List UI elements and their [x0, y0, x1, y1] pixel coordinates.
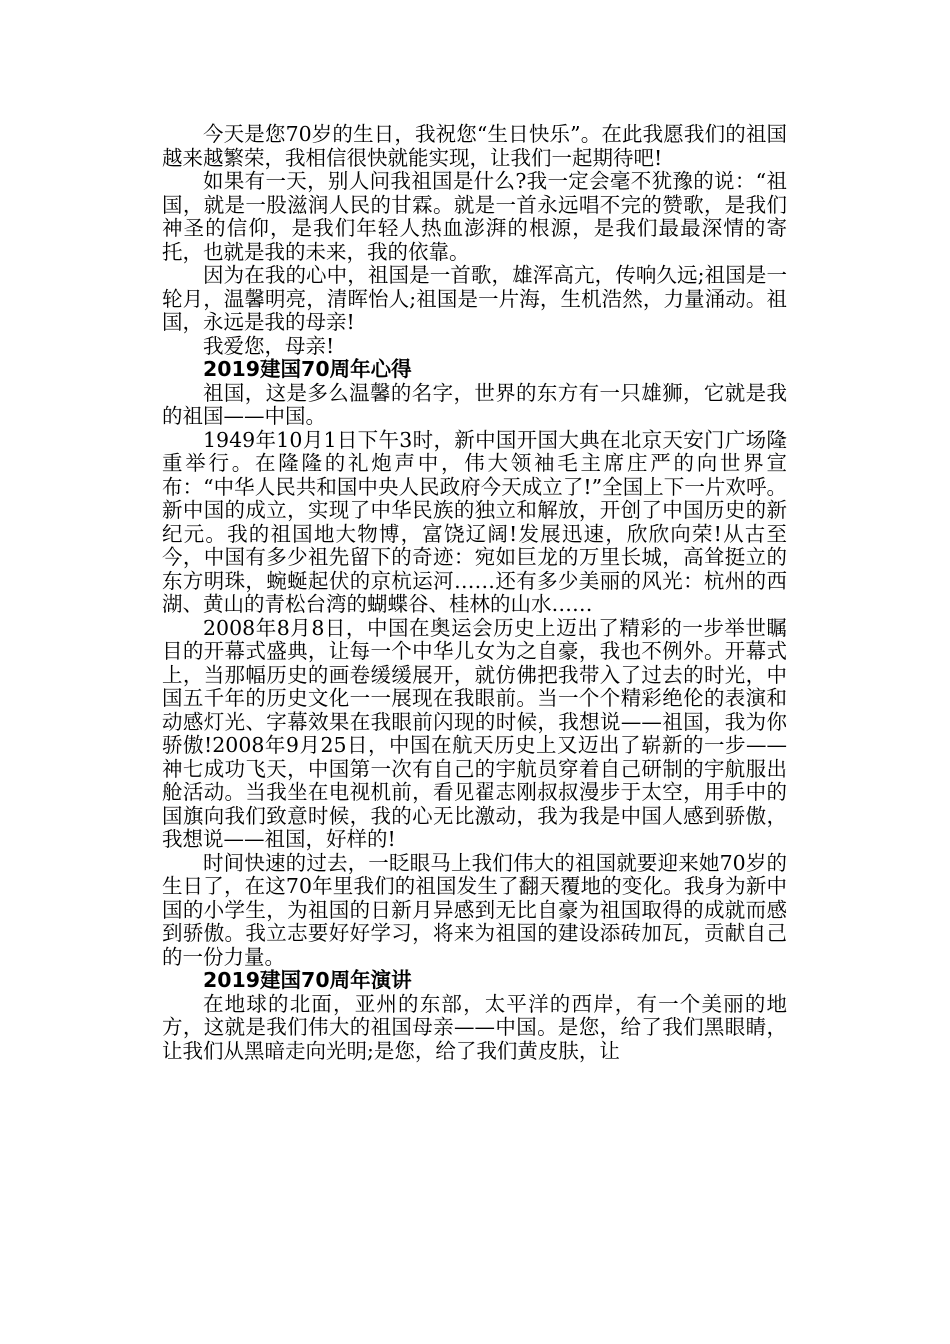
- paragraph: 1949年10月1日下午3时，新中国开国大典在北京天安门广场隆重举行。在隆隆的礼炮声中，伟大领袖毛主席庄严的向世界宣布：“中华人民共和国中央人民政府今天成立了!”全国上下一片欢呼。新中国的成立，实现了中华民族的独立和解放，开创了中国历史的新纪元。我的祖国地大物博，富饶辽阔!发展迅速，欣欣向荣!从古至今，中国有多少祖先留下的奇迹：宛如巨龙的万里长城，高耸挺立的东方明珠，蜿蜒起伏的京杭运河……还有多少美丽的风光：杭州的西湖、黄山的青松台湾的蝴蝶谷、桂林的山水……: [162, 427, 787, 616]
- paragraph: 如果有一天，别人问我祖国是什么?我一定会毫不犹豫的说：“祖国，就是一股滋润人民的甘霖。就是一首永远唱不完的赞歌，是我们神圣的信仰，是我们年轻人热血澎湃的根源，是我们最最深情的寄托，也就是我的未来，我的依靠。: [162, 169, 787, 264]
- paragraph: 时间快速的过去，一眨眼马上我们伟大的祖国就要迎来她70岁的生日了，在这70年里我们的祖国发生了翻天覆地的变化。我身为新中国的小学生，为祖国的日新月异感到无比自豪为祖国取得的成就而感到骄傲。我立志要好好学习，将来为祖国的建设添砖加瓦，贡献自己的一份力量。: [162, 850, 787, 969]
- paragraph: 祖国，这是多么温馨的名字，世界的东方有一只雄狮，它就是我的祖国——中国。: [162, 380, 787, 428]
- section-heading: 2019建国70周年心得: [203, 357, 412, 381]
- paragraph: 因为在我的心中，祖国是一首歌，雄浑高亢，传响久远;祖国是一轮月，温馨明亮，清晖怡人;祖国是一片海，生机浩然，力量涌动。祖国，永远是我的母亲!: [162, 263, 787, 334]
- section-heading: 2019建国70周年演讲: [203, 968, 412, 992]
- paragraph: 在地球的北面，亚州的东部，太平洋的西岸，有一个美丽的地方，这就是我们伟大的祖国母亲——中国。是您，给了我们黑眼睛，让我们从黑暗走向光明;是您，给了我们黄皮肤，让: [162, 991, 787, 1063]
- document-body: [162, 123, 787, 1063]
- paragraph: 我爱您，母亲!: [203, 333, 335, 358]
- paragraph: 今天是您70岁的生日，我祝您“生日快乐”。在此我愿我们的祖国越来越繁荣，我相信很快就能实现，让我们一起期待吧!: [162, 122, 787, 170]
- paragraph: 2008年8月8日，中国在奥运会历史上迈出了精彩的一步举世瞩目的开幕式盛典，让每一个中华儿女为之自豪，我也不例外。开幕式上，当那幅历史的画卷缓缓展开，就仿佛把我带入了过去的时光，中国五千年的历史文化一一展现在我眼前。当一个个精彩绝伦的表演和动感灯光、字幕效果在我眼前闪现的时候，我想说——祖国，我为你骄傲!2008年9月25日，中国在航天历史上又迈出了崭新的一步——神七成功飞天，中国第一次有自己的宇航员穿着自己研制的宇航服出舱活动。当我坐在电视机前，看见翟志刚叔叔漫步于太空，用手中的国旗向我们致意时候，我的心无比激动，我为我是中国人感到骄傲，我想说——祖国，好样的!: [162, 615, 787, 851]
